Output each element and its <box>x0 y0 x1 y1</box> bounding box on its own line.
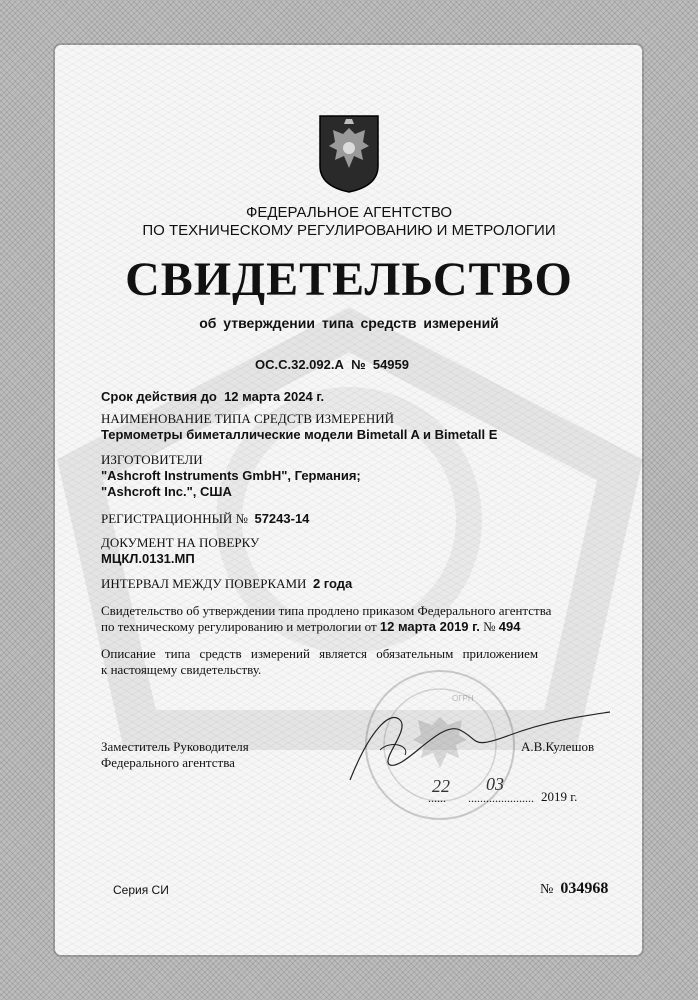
coat-of-arms-emblem <box>318 114 380 194</box>
verification-doc-value: МЦКЛ.0131.МП <box>101 551 195 566</box>
manufacturer-1: "Ashcroft Instruments GmbH", Германия; <box>101 468 361 483</box>
manufacturers-label: ИЗГОТОВИТЕЛИ <box>101 452 203 467</box>
description-line-2: к настоящему свидетельству. <box>101 662 262 677</box>
verification-doc-label: ДОКУМЕНТ НА ПОВЕРКУ <box>101 535 260 550</box>
verification-interval-line: ИНТЕРВАЛ МЕЖДУ ПОВЕРКАМИ 2 года <box>101 576 353 591</box>
signatory-title-2: Федерального агентства <box>101 755 235 770</box>
date-day-dots: ...... <box>428 791 446 805</box>
certificate-code: ОС.С.32.092.А № 54959 <box>255 357 409 372</box>
extension-line-2: по техническому регулированию и метрологии от 12 марта 2019 г. № 494 <box>101 619 521 634</box>
date-year: 2019 г. <box>541 789 578 804</box>
handwritten-month: 03 <box>486 774 504 794</box>
serial-number: № 034968 <box>540 880 609 897</box>
registration-line: РЕГИСТРАЦИОННЫЙ № 57243-14 <box>101 511 310 526</box>
instrument-name-label: НАИМЕНОВАНИЕ ТИПА СРЕДСТВ ИЗМЕРЕНИЙ <box>101 411 394 426</box>
description-line-1: Описание типа средств измерений является обязательным приложением <box>101 646 539 661</box>
document-subtitle: об утверждении типа средств измерений <box>199 315 499 331</box>
date-month-dots: ...................... <box>468 791 534 805</box>
signatory-title-1: Заместитель Руководителя <box>101 739 249 754</box>
document-title: СВИДЕТЕЛЬСТВО <box>125 253 573 306</box>
agency-name-line-1: ФЕДЕРАЛЬНОЕ АГЕНТСТВО <box>245 204 453 221</box>
agency-name-line-2: ПО ТЕХНИЧЕСКОМУ РЕГУЛИРОВАНИЮ И МЕТРОЛОГИИ <box>142 222 556 239</box>
handwritten-day: 22 <box>432 776 450 796</box>
validity-line: Срок действия до 12 марта 2024 г. <box>101 389 325 404</box>
series-label: Серия СИ <box>113 883 169 897</box>
signatory-name: А.В.Кулешов <box>521 739 595 754</box>
svg-text:ОГРН: ОГРН <box>452 694 474 703</box>
extension-line-1: Свидетельство об утверждении типа продлено приказом Федерального агентства <box>101 603 552 618</box>
instrument-name-value: Термометры биметаллические модели Bimetall A и Bimetall E <box>101 427 498 442</box>
manufacturer-2: "Ashcroft Inc.", США <box>101 484 232 499</box>
